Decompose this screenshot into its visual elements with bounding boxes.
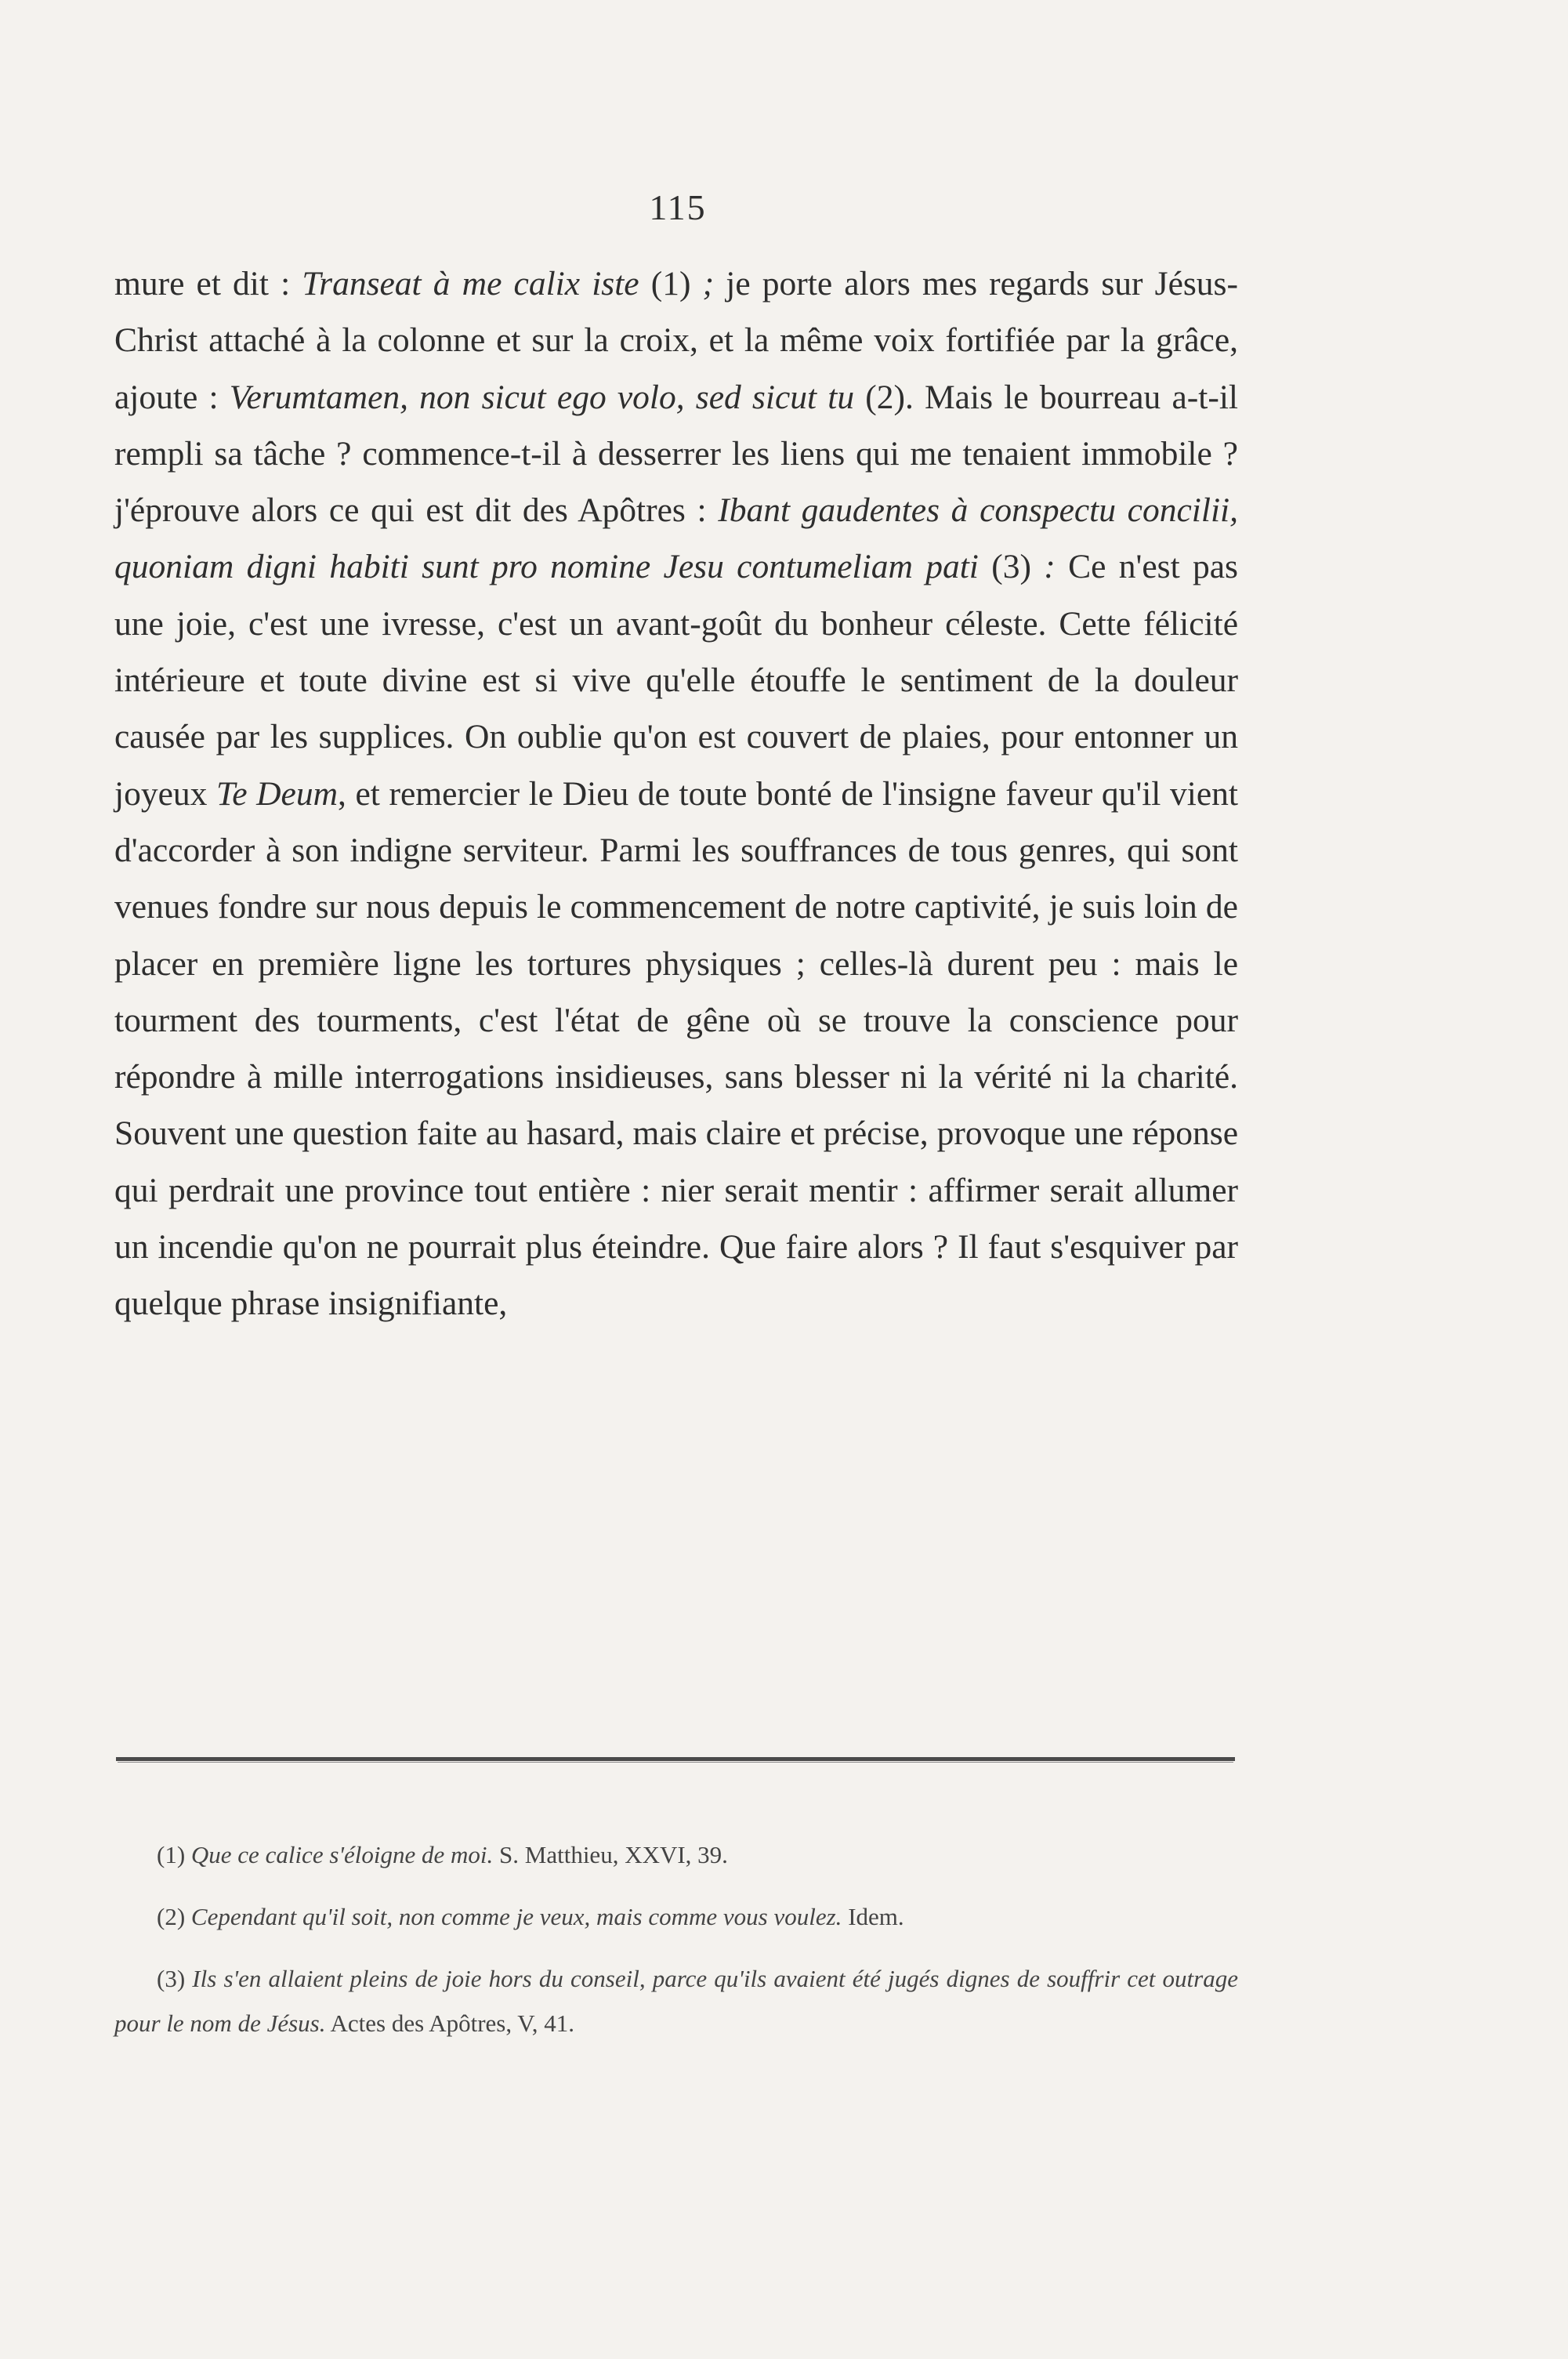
latin-quote: Ibant gaudentes à conspectu concilii, quoniam digni habiti sunt pro nomine Jesu contumeliam pati — [114, 491, 1238, 586]
footnote-divider — [116, 1757, 1235, 1761]
body-text — [114, 255, 1238, 1332]
body-paragraph — [114, 255, 1238, 1332]
footnote-translation: Ils s'en allaient pleins de joie hors du conseil, parce qu'ils avaient été jugés dignes de souffrir cet outrage pour le nom de Jésus. — [114, 1965, 1238, 2037]
footnote-translation: Que ce calice s'éloigne de moi. — [190, 1841, 494, 1868]
latin-quote: Te Deum — [216, 774, 338, 813]
footnote — [114, 1956, 1238, 2046]
text-run: Ce n'est pas une joie, c'est une ivresse, c'est un avant-goût du bonheur céleste. Cette félicité intérieure et toute divine est si vive qu'elle étouffe le sentiment de la douleur causée par les supplices. On oublie qu'on est couvert de plaies, pour entonner un joyeux — [114, 548, 1238, 813]
footnote-source: Actes des Apôtres, V, 41. — [325, 2009, 574, 2037]
latin-quote: Verumtamen, non sicut ego volo, sed sicut tu — [229, 378, 855, 416]
footnotes — [114, 1832, 1238, 2063]
text-run: je porte alors mes regards sur Jésus-Christ attaché à la colonne et sur la croix, et la même voix fortifiée par la grâce, ajoute : — [114, 265, 1238, 416]
footnote-mark: (1) — [157, 1841, 191, 1868]
punctuation: : — [1044, 548, 1069, 586]
footnote-source: Idem. — [842, 1903, 904, 1930]
footnote-ref-1: (1) — [639, 265, 703, 303]
footnote-source: S. Matthieu, XXVI, 39. — [493, 1841, 728, 1868]
footnote — [114, 1832, 1238, 1877]
text-run: , et remercier le Dieu de toute bonté de l'insigne faveur qu'il vient d'accorder à son indigne serviteur. Parmi les souffrances de tous genres, qui sont venues fondre sur nous depuis le commencement de notre captivité, je suis loin de placer en première ligne les tortures physiques ; celles-là durent peu : mais le tourment des tourments, c'est l'état de gêne où se trouve la conscience pour répondre à mille interrogations insidieuses, sans blesser ni la vérité ni la charité. Souvent une question faite au hasard, mais claire et précise, provoque une réponse qui perdrait une province tout entière : nier serait mentir : affirmer serait allumer un incendie qu'on ne pourrait plus éteindre. Que faire alors ? Il faut s'esquiver par quelque phrase insignifiante, — [114, 774, 1238, 1323]
footnote — [114, 1894, 1238, 1939]
footnote-mark: (2) — [157, 1903, 191, 1930]
footnote-ref-3: (3) — [978, 548, 1045, 586]
footnote-mark: (3) — [157, 1965, 193, 1992]
text-run: (2). Mais le bourreau a-t-il rempli sa tâche ? commence-t-il à desserrer les liens qui me tenaient immobile ? j'éprouve alors ce qui est dit des Apôtres : — [114, 378, 1238, 530]
footnote-translation: Cependant qu'il soit, non comme je veux, mais comme vous voulez. — [190, 1903, 842, 1930]
latin-quote: Transeat à me calix iste — [302, 265, 639, 303]
punctuation: ; — [702, 265, 726, 303]
page-number: 115 — [649, 187, 707, 227]
text-run: mure et dit : — [114, 265, 302, 303]
